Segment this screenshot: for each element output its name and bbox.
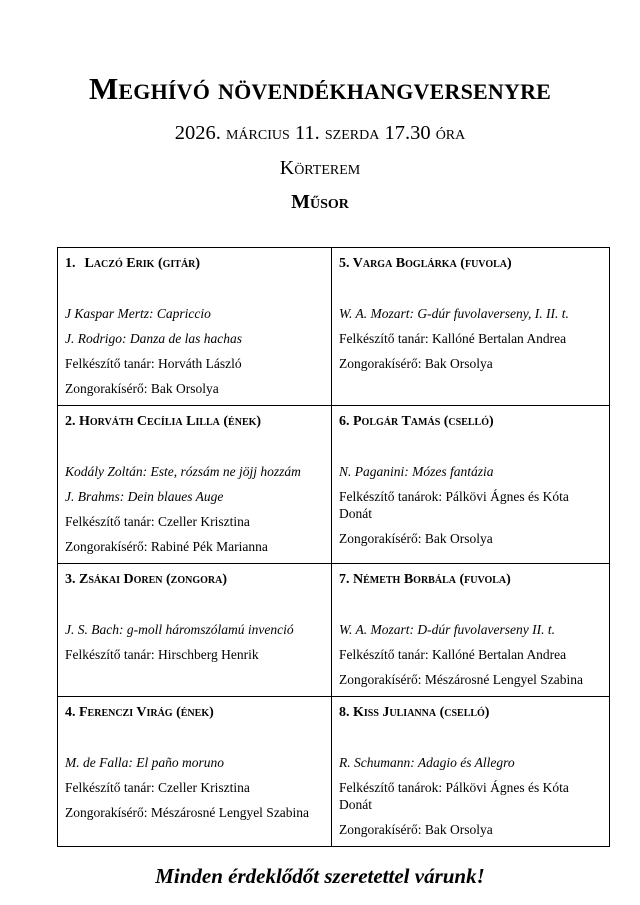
accompanist-line: Zongorakísérő: Bak Orsolya: [339, 531, 493, 547]
table-row: [58, 406, 610, 564]
performer-number: 5.: [339, 256, 350, 272]
performer-number: 7.: [339, 572, 350, 588]
spacer: [65, 438, 325, 455]
performer-name: Németh Borbála (fuvola): [353, 572, 511, 588]
accompanist-line: Zongorakísérő: Mészárosné Lengyel Szabina: [339, 672, 584, 688]
accompanist-line: Zongorakísérő: Rabiné Pék Marianna: [65, 539, 268, 555]
program-cell-5: [332, 248, 610, 406]
program-cell-7: [332, 564, 610, 697]
event-venue: Körterem: [279, 157, 361, 180]
performer-name: Zsákai Doren (zongora): [79, 572, 228, 588]
table-row: [58, 248, 610, 406]
performer-name: Horváth Cecília Lilla (ének): [79, 414, 262, 430]
performer-number: 1.: [65, 256, 76, 272]
performer-number: 4.: [65, 705, 76, 721]
spacer: [339, 280, 603, 297]
table-row: [58, 697, 610, 847]
piece-line: J. Rodrigo: Danza de las hachas: [65, 331, 242, 347]
program-cell-8: [332, 697, 610, 847]
teacher-line: Felkészítő tanár: Kallóné Bertalan Andrea: [339, 331, 567, 347]
program-table: [57, 247, 610, 847]
program-cell-1: [58, 248, 332, 406]
closing-line: Minden érdeklődőt szeretettel várunk!: [155, 864, 485, 889]
spacer: [339, 729, 603, 746]
performer-name: Ferenczi Virág (ének): [79, 705, 214, 721]
program-cell-3: [58, 564, 332, 697]
teacher-line: Felkészítő tanár: Czeller Krisztina: [65, 780, 250, 796]
page-title: Meghívó növendékhangversenyre: [88, 71, 552, 106]
teacher-line: Felkészítő tanár: Czeller Krisztina: [65, 514, 250, 530]
program-cell-4: [58, 697, 332, 847]
performer-heading: [339, 413, 603, 430]
piece-line: W. A. Mozart: D-dúr fuvolaverseny II. t.: [339, 622, 555, 638]
teacher-line: Felkészítő tanár: Kallóné Bertalan Andrea: [339, 647, 567, 663]
performer-name: Polgár Tamás (cselló): [353, 414, 494, 430]
performer-heading: [339, 255, 603, 272]
performer-name: Varga Boglárka (fuvola): [352, 256, 512, 272]
spacer: [65, 729, 325, 746]
spacer: [65, 280, 325, 297]
accompanist-line: Zongorakísérő: Bak Orsolya: [339, 822, 493, 838]
piece-line: J. S. Bach: g-moll háromszólamú invenció: [65, 622, 294, 638]
piece-line: R. Schumann: Adagio és Allegro: [339, 755, 515, 771]
piece-line: W. A. Mozart: G-dúr fuvolaverseny, I. II. t.: [339, 306, 569, 322]
spacer: [339, 438, 603, 455]
table-row: [58, 564, 610, 697]
spacer: [339, 596, 603, 613]
teacher-line: Felkészítő tanár: Horváth László: [65, 356, 242, 372]
piece-line: J. Brahms: Dein blaues Auge: [65, 489, 224, 505]
accompanist-line: Zongorakísérő: Bak Orsolya: [65, 381, 219, 397]
performer-heading: [65, 255, 325, 272]
teacher-line: Felkészítő tanárok: Pálkövi Ágnes és Kóta Donát: [339, 780, 569, 813]
program-cell-2: [58, 406, 332, 564]
accompanist-line: Zongorakísérő: Mészárosné Lengyel Szabina: [65, 805, 310, 821]
spacer: [65, 596, 325, 613]
teacher-line: Felkészítő tanárok: Pálkövi Ágnes és Kóta Donát: [339, 489, 569, 522]
event-datetime: 2026. március 11. szerda 17.30 óra: [174, 121, 466, 144]
performer-number: 8.: [339, 705, 350, 721]
performer-heading: [339, 571, 603, 588]
teacher-line: Felkészítő tanár: Hirschberg Henrik: [65, 647, 259, 663]
program-cell-6: [332, 406, 610, 564]
performer-number: 6.: [339, 414, 350, 430]
performer-heading: [65, 571, 325, 588]
performer-heading: [339, 704, 603, 721]
performer-heading: [65, 413, 325, 430]
piece-line: Kodály Zoltán: Este, rózsám ne jöjj hozzám: [65, 464, 301, 480]
performer-name: Kiss Julianna (cselló): [353, 705, 490, 721]
performer-number: 3.: [65, 572, 76, 588]
piece-line: N. Paganini: Mózes fantázia: [339, 464, 494, 480]
performer-name: Laczó Erik (gitár): [84, 256, 201, 272]
program-heading: Műsor: [291, 191, 349, 214]
piece-line: M. de Falla: El paño moruno: [65, 755, 224, 771]
performer-number: 2.: [65, 414, 76, 430]
performer-heading: [65, 704, 325, 721]
accompanist-line: Zongorakísérő: Bak Orsolya: [339, 356, 493, 372]
piece-line: J Kaspar Mertz: Capriccio: [65, 306, 211, 322]
